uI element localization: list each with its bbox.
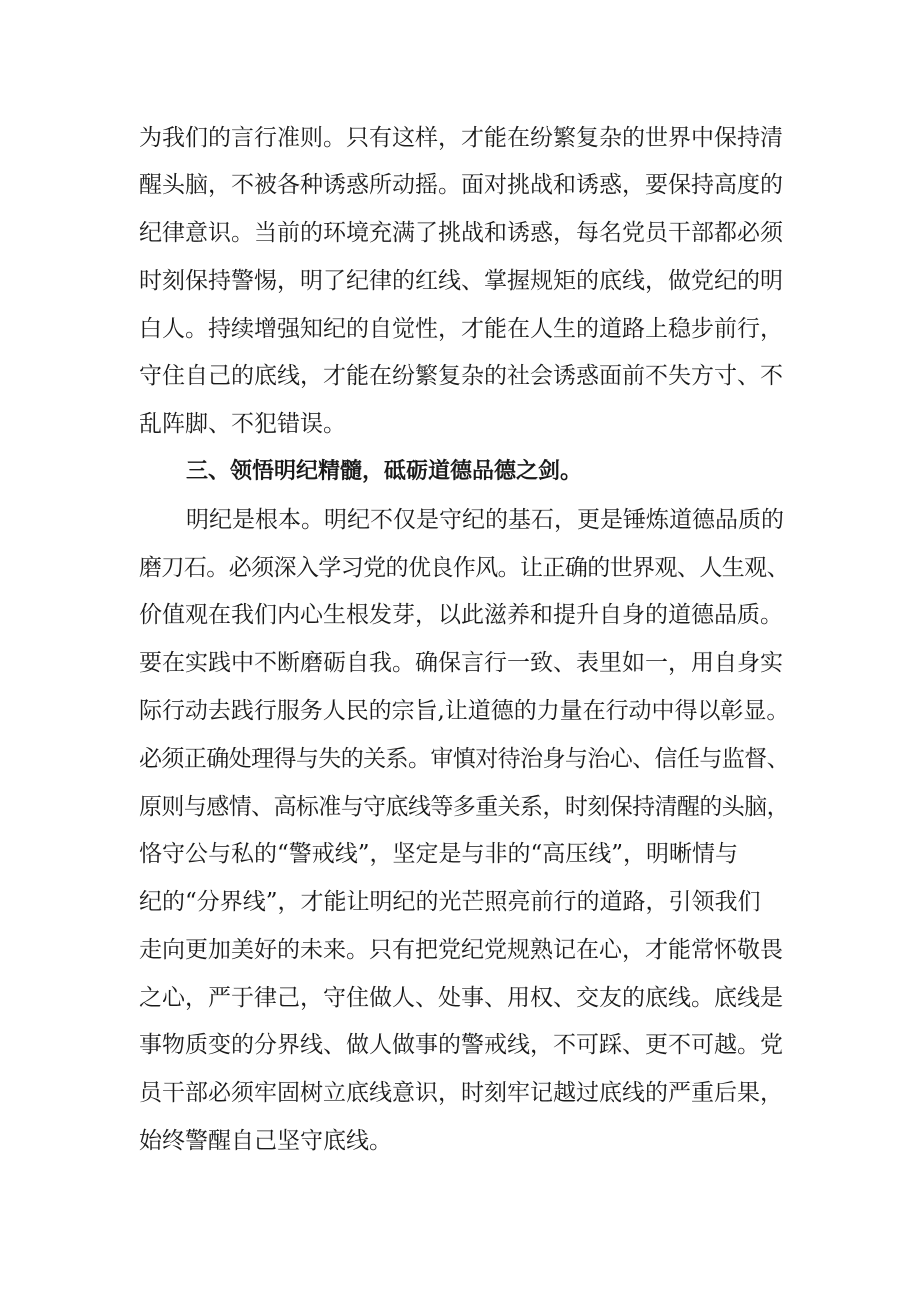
text-line: 事物质变的分界线、做人做事的警戒线，不可踩、更不可越。党 — [139, 1032, 783, 1058]
text-line: 乱阵脚、不犯错误。 — [139, 411, 346, 437]
text-line: 明纪是根本。明纪不仅是守纪的基石，更是锤炼道德品质的 — [186, 507, 784, 533]
text-line: 要在实践中不断磨砺自我。确保言行一致、表里如一，用自身实 — [139, 650, 783, 676]
text-line: 原则与感情、高标准与守底线等多重关系，时刻保持清醒的头脑， — [139, 794, 790, 820]
text-line: 价值观在我们内心生根发芽，以此滋养和提升自身的道德品质。 — [139, 602, 783, 628]
text-line: 恪守公与私的“警戒线”，坚定是与非的“高压线”，明晰情与 — [139, 841, 739, 867]
text-line: 白人。持续增强知纪的自觉性，才能在人生的道路上稳步前行， — [139, 316, 783, 342]
text-line: 始终警醒自己坚守底线。 — [139, 1128, 392, 1154]
text-line: 员干部必须牢固树立底线意识，时刻牢记越过底线的严重后果， — [139, 1080, 783, 1106]
text-line: 走向更加美好的未来。只有把党纪党规熟记在心，才能常怀敬畏 — [139, 937, 783, 963]
text-line: 之心，严于律己，守住做人、处事、用权、交友的底线。底线是 — [139, 985, 783, 1011]
text-line: 必须正确处理得与失的关系。审慎对待治身与治心、信任与监督、 — [139, 746, 790, 772]
text-line: 为我们的言行准则。只有这样，才能在纷繁复杂的世界中保持清 — [139, 125, 783, 151]
text-line: 纪的“分界线”，才能让明纪的光芒照亮前行的道路，引领我们 — [139, 889, 761, 915]
text-line: 纪律意识。当前的环境充满了挑战和诱惑，每名党员干部都必须 — [139, 220, 783, 246]
text-line: 磨刀石。必须深入学习党的优良作风。让正确的世界观、人生观、 — [139, 555, 790, 581]
text-line: 醒头脑，不被各种诱惑所动摇。面对挑战和诱惑，要保持高度的 — [139, 172, 783, 198]
text-line: 守住自己的底线，才能在纷繁复杂的社会诱惑面前不失方寸、不 — [139, 363, 783, 389]
text-line: 际行动去践行服务人民的宗旨,让道德的力量在行动中得以彰显。 — [139, 698, 790, 724]
text-line: 时刻保持警惕，明了纪律的红线、掌握规矩的底线，做党纪的明 — [139, 268, 783, 294]
section-heading: 三、领悟明纪精髓，砥砺道德品德之剑。 — [186, 459, 583, 484]
